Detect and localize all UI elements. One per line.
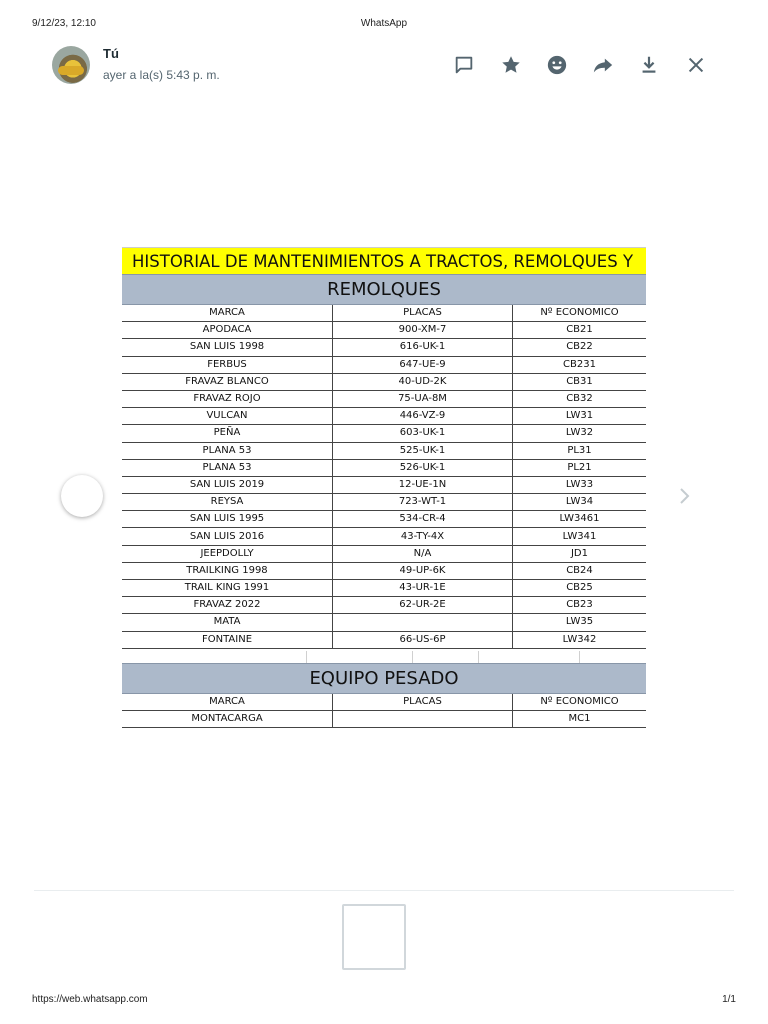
column-header: Nº ECONOMICO [513, 694, 647, 711]
table-row [122, 511, 646, 528]
table-cell: 62-UR-2E [333, 597, 513, 614]
table-cell: LW34 [513, 494, 647, 511]
table-cell: MONTACARGA [122, 710, 333, 727]
table-cell: LW341 [513, 528, 647, 545]
equipo-pesado-table [122, 694, 646, 728]
table-row [122, 390, 646, 407]
table-cell: CB21 [513, 322, 647, 339]
table-cell: MC1 [513, 710, 647, 727]
thumbnail-divider [34, 890, 734, 891]
table-row [122, 339, 646, 356]
download-icon [638, 54, 660, 76]
table-row [122, 528, 646, 545]
table-row [122, 373, 646, 390]
table-cell: CB231 [513, 356, 647, 373]
forward-button[interactable] [589, 52, 617, 78]
table-cell: CB24 [513, 562, 647, 579]
table-cell: 12-UE-1N [333, 476, 513, 493]
media-thumbnail[interactable] [342, 904, 406, 970]
table-row [122, 425, 646, 442]
table-row [122, 580, 646, 597]
table-cell: 534-CR-4 [333, 511, 513, 528]
table-cell: LW3461 [513, 511, 647, 528]
sender-name: Tú [103, 46, 119, 61]
table-cell: CB25 [513, 580, 647, 597]
table-cell [333, 614, 513, 631]
table-cell: CB32 [513, 390, 647, 407]
table-cell: TRAILKING 1998 [122, 562, 333, 579]
column-header: MARCA [122, 694, 333, 711]
table-row [122, 562, 646, 579]
print-page-number: 1/1 [722, 994, 736, 1005]
table-cell: MATA [122, 614, 333, 631]
table-cell: 66-US-6P [333, 631, 513, 648]
print-datetime: 9/12/23, 12:10 [32, 18, 96, 29]
table-cell: 40-UD-2K [333, 373, 513, 390]
table-cell: 647-UE-9 [333, 356, 513, 373]
react-button[interactable] [543, 52, 571, 78]
table-row [122, 597, 646, 614]
table-cell: JD1 [513, 545, 647, 562]
table-row [122, 408, 646, 425]
table-cell: SAN LUIS 2016 [122, 528, 333, 545]
column-header: PLACAS [333, 305, 513, 322]
table-cell: PEÑA [122, 425, 333, 442]
table-cell: SAN LUIS 1998 [122, 339, 333, 356]
table-cell: APODACA [122, 322, 333, 339]
star-button[interactable] [497, 52, 525, 78]
table-cell: TRAIL KING 1991 [122, 580, 333, 597]
table-row [122, 545, 646, 562]
previous-button[interactable] [61, 475, 103, 517]
table-row [122, 631, 646, 648]
forward-icon [592, 54, 614, 76]
table-gap [122, 649, 646, 663]
table-row [122, 459, 646, 476]
table-cell: 526-UK-1 [333, 459, 513, 476]
table-cell: 43-UR-1E [333, 580, 513, 597]
table-row [122, 494, 646, 511]
table-cell: PLANA 53 [122, 459, 333, 476]
table-row [122, 322, 646, 339]
star-icon [500, 54, 522, 76]
table-cell: LW32 [513, 425, 647, 442]
table-cell: N/A [333, 545, 513, 562]
table-cell: CB22 [513, 339, 647, 356]
print-title: WhatsApp [360, 18, 408, 29]
table-cell: 43-TY-4X [333, 528, 513, 545]
section-title-remolques: REMOLQUES [122, 274, 646, 305]
table-cell: PL31 [513, 442, 647, 459]
table-row [122, 356, 646, 373]
table-cell: SAN LUIS 2019 [122, 476, 333, 493]
document-title: HISTORIAL DE MANTENIMIENTOS A TRACTOS, REMOLQUES Y [122, 247, 646, 274]
table-cell: FONTAINE [122, 631, 333, 648]
table-row [122, 710, 646, 727]
table-cell: 723-WT-1 [333, 494, 513, 511]
table-cell: FRAVAZ 2022 [122, 597, 333, 614]
message-time: ayer a la(s) 5:43 p. m. [103, 68, 220, 82]
table-cell: PLANA 53 [122, 442, 333, 459]
table-row [122, 614, 646, 631]
table-cell: FERBUS [122, 356, 333, 373]
reply-button[interactable] [450, 52, 478, 78]
table-cell: CB23 [513, 597, 647, 614]
table-cell: 603-UK-1 [333, 425, 513, 442]
table-cell: SAN LUIS 1995 [122, 511, 333, 528]
table-row [122, 442, 646, 459]
close-button[interactable] [682, 52, 710, 78]
table-cell: PL21 [513, 459, 647, 476]
column-header: Nº ECONOMICO [513, 305, 647, 322]
print-url: https://web.whatsapp.com [32, 994, 148, 1005]
table-cell: CB31 [513, 373, 647, 390]
table-cell: LW31 [513, 408, 647, 425]
table-cell: 900-XM-7 [333, 322, 513, 339]
table-header-row [122, 305, 646, 322]
next-button[interactable] [676, 484, 694, 508]
table-header-row [122, 694, 646, 711]
close-icon [685, 54, 707, 76]
table-cell: FRAVAZ ROJO [122, 390, 333, 407]
table-cell: REYSA [122, 494, 333, 511]
emoji-icon [546, 54, 568, 76]
table-cell [333, 710, 513, 727]
chevron-right-icon [676, 484, 694, 508]
table-cell: JEEPDOLLY [122, 545, 333, 562]
table-cell: 49-UP-6K [333, 562, 513, 579]
table-cell: 75-UA-8M [333, 390, 513, 407]
column-header: MARCA [122, 305, 333, 322]
table-cell: 525-UK-1 [333, 442, 513, 459]
table-cell: 446-VZ-9 [333, 408, 513, 425]
column-header: PLACAS [333, 694, 513, 711]
table-cell: 616-UK-1 [333, 339, 513, 356]
download-button[interactable] [635, 52, 663, 78]
print-header [0, 18, 768, 32]
section-title-equipo-pesado: EQUIPO PESADO [122, 663, 646, 694]
table-cell: LW33 [513, 476, 647, 493]
table-cell: LW35 [513, 614, 647, 631]
table-cell: LW342 [513, 631, 647, 648]
table-row [122, 476, 646, 493]
table-cell: FRAVAZ BLANCO [122, 373, 333, 390]
message-icon [453, 54, 475, 76]
remolques-table [122, 305, 646, 649]
document-image [122, 247, 646, 728]
table-cell: VULCAN [122, 408, 333, 425]
avatar[interactable] [52, 46, 90, 84]
